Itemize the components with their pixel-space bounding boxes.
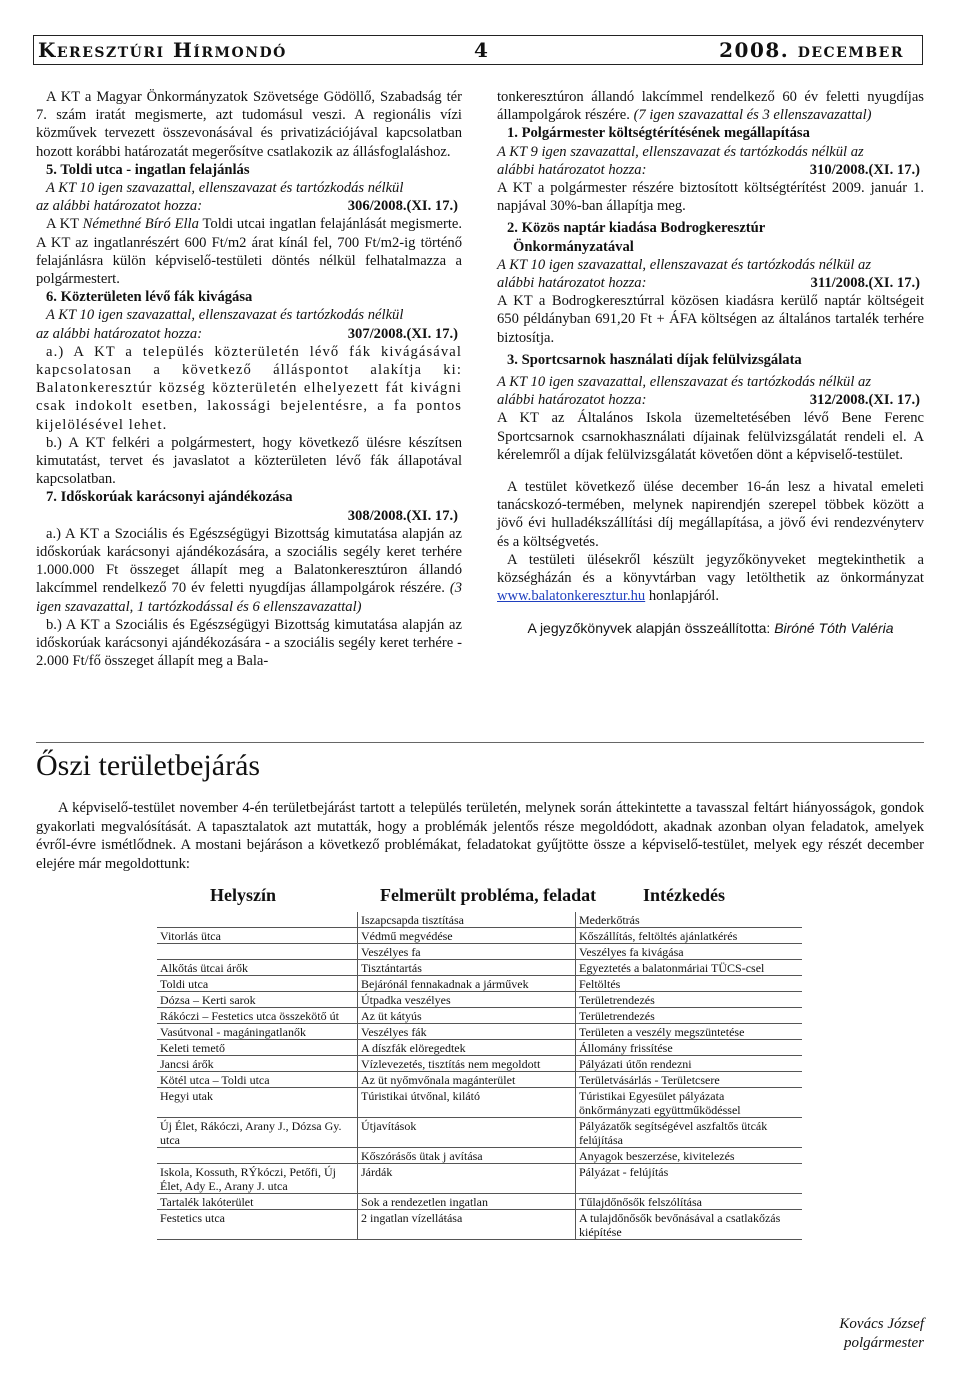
action-cell: Mederkőtrás — [575, 912, 802, 927]
problem-cell: Az üt kátyús — [357, 1008, 575, 1023]
location-cell: Kötél utca – Toldi utca — [160, 1073, 270, 1087]
table-row — [157, 1088, 802, 1118]
table-row — [157, 1024, 802, 1040]
action-cell: Területvásárlás - Területcsere — [575, 1072, 802, 1087]
problem-cell: Bejárónál fennakadnak a járművek — [357, 976, 575, 991]
item-1-title: 1. Polgármester költségtérítésének megállapítása — [507, 125, 810, 142]
item-2-title: 2. Közös naptár kiadása Bodrogkeresztúr — [507, 220, 766, 237]
left-column — [36, 88, 462, 671]
action-cell: Egyeztetés a balatonmáriai TÜCS-csel — [575, 960, 802, 975]
location-cell: Tartalék lakóterület — [160, 1195, 254, 1209]
location-cell: Alkőtás ütcai árők — [160, 961, 248, 975]
right-continuation — [497, 88, 924, 124]
section-7-point-a-vote: (3 igen szavazattal, 1 tartózkodással és 6 ellenszavazattal) — [36, 580, 462, 615]
section-divider — [36, 742, 924, 743]
issue-date: 2008. december — [719, 38, 904, 62]
problem-cell: Az üt nyőmvőnala magánterület — [357, 1072, 575, 1087]
item-3-text: A KT az Általános Iskola üzemeltetésében lévő Bene Ferenc Sportcsarnok csarnokhasználati díjainak felülvizsgálatát rendeli el. A kérelemről a díjak felülvizsgálatát követően dönt a képviselő-testület. — [497, 410, 924, 463]
location-cell — [157, 1148, 357, 1163]
issues-table — [157, 912, 802, 1240]
signature-name: Kovács József — [839, 1316, 924, 1332]
newspaper-title: Keresztúri Hírmondó — [38, 38, 287, 62]
action-cell: Kőszállítás, feltöltés ajánlatkérés — [575, 928, 802, 943]
location-cell — [157, 912, 357, 927]
compiled-by — [497, 619, 924, 637]
item-1-vote-cont: alábbi határozatot hozza: — [497, 161, 647, 178]
location-cell: Hegyi utak — [160, 1089, 213, 1103]
problem-cell: Kőszórásős ütak j avítása — [357, 1148, 575, 1163]
item-1-text: A KT a polgármester részére biztosított költségtérítést 2009. január 1. napjával 30%-ban állapítja meg. — [497, 180, 924, 215]
action-cell: Állomány frissítése — [575, 1040, 802, 1055]
location-cell — [157, 944, 357, 959]
signature-role: polgármester — [844, 1335, 924, 1351]
page-number: 4 — [474, 38, 490, 62]
table-row — [157, 1056, 802, 1072]
minutes-text-post: honlapjáról. — [645, 588, 719, 605]
section-6-point-a: a.) A KT a település közterületén lévő fák kivágásával kapcsolatosan a következő álláspontot alakítja ki: Balatonkeresztúr község közterületén elhelyezett fát kivágni csak indokolt esetben, lakossági bejelentésre, a fa pontos kijelölésével lehet. — [36, 343, 462, 433]
left-paragraph-1: A KT a Magyar Önkormányzatok Szövetsége Gödöllő, Szabadság tér 7. szám iratát megismerte, azt tudomásul veszi. A regionális vízi közművek tervezett összevonásával és privatizációjával kapcsolatban hozott korábbi határozatát megerősítve csatlakozik az állásfoglaláshoz. — [36, 89, 462, 160]
location-cell: Vasútvonal - magáningatlanők — [160, 1025, 306, 1039]
section-title: Őszi területbejárás — [36, 749, 261, 782]
action-cell: Anyagok beszerzése, kivitelezés — [575, 1148, 802, 1163]
table-row — [157, 944, 802, 960]
location-cell: Jancsi árők — [160, 1057, 214, 1071]
section-5-text-post: Toldi utcai ingatlan felajánlását megismerte. A KT az ingatlanrészért 600 Ft/m2 árat kínál fel, 700 Ft/m2-ig történő felajánlásra külön képviselő-testületi döntés nélkül felhatalmazza a polgármestert. — [36, 216, 462, 288]
problem-cell: Iszapcsapda tisztítása — [357, 912, 575, 927]
compiled-by-label: A jegyzőkönyvek alapján összeállította: — [527, 620, 775, 637]
location-cell: Toldi utca — [160, 977, 209, 991]
table-header-action: Intézkedés — [643, 885, 725, 905]
problem-cell: Túristikai útvőnal, kilátó — [357, 1088, 575, 1117]
problem-cell: Útpadka veszélyes — [357, 992, 575, 1007]
table-row — [157, 1194, 802, 1210]
item-1-resolution-row — [497, 161, 924, 179]
problem-cell: 2 ingatlan vízelláŧása — [357, 1210, 575, 1239]
action-cell: Túristikai Egyesület pályázata önkőrmányzati együttműködéssel — [575, 1088, 802, 1117]
action-cell: Feltöltés — [575, 976, 802, 991]
problem-cell: Sok a rendezetlen ingatlan — [357, 1194, 575, 1209]
section-5-vote-cont: az alábbi határozatot hozza: — [36, 198, 203, 215]
item-2-resolution-row — [497, 274, 924, 292]
action-cell: Területrendezés — [575, 992, 802, 1007]
location-cell: Rákóczi – Festetics utca összekötő út — [160, 1009, 339, 1023]
section-6-point-b: b.) A KT felkéri a polgármestert, hogy következő ülésre készítsen kimutatást, tervet és javaslatot a közterületen lévő fák állapotával kapcsolatban. — [36, 434, 462, 488]
action-cell: A tulajdőnősők bevőnásával a csatlakőzás kiépítése — [575, 1210, 802, 1239]
website-link[interactable]: www.balatonkeresztur.hu — [497, 588, 646, 605]
problem-cell: A díszfák elöregedtek — [357, 1040, 575, 1055]
minutes-text — [497, 551, 924, 606]
table-row — [157, 928, 802, 944]
action-cell: Pályázat - felújítás — [575, 1164, 802, 1193]
item-3-resolution: 312/2008.(XI. 17.) — [809, 392, 920, 409]
item-3-title: 3. Sportcsarnok használati díjak felülvizsgálata — [507, 351, 802, 368]
action-cell: Pályázati útőn rendezni — [575, 1056, 802, 1071]
section-7-point-a — [36, 525, 462, 616]
section-6-vote-cont: az alábbi határozatot hozza: — [36, 325, 203, 342]
table-header-problem: Felmerült probléma, feladat — [380, 885, 597, 905]
page-header — [33, 35, 923, 65]
table-row — [157, 1072, 802, 1088]
section-5-resolution-row — [36, 197, 462, 215]
section-6-resolution: 307/2008.(XI. 17.) — [347, 325, 458, 342]
item-2-text: A KT a Bodrogkeresztúrral közösen kiadásra kerülő naptár költségeit 650 példányban 691,20 Ft + ÁFA költségen az általános tartalék terhére biztosítja. — [497, 293, 924, 346]
location-cell: Festetics utca — [160, 1211, 225, 1225]
section-7-resolution-row — [36, 507, 462, 525]
location-cell: Vitorlás ütca — [160, 929, 221, 943]
item-2-resolution: 311/2008.(XI. 17.) — [810, 275, 920, 292]
compiler-name: Biróné Tóth Valéria — [774, 620, 894, 637]
section-5-text-pre: A KT — [46, 216, 83, 233]
section-6-vote: A KT 10 igen szavazattal, ellenszavazat és tartózkodás nélkül — [46, 307, 404, 324]
table-row — [157, 912, 802, 928]
table-row — [157, 1164, 802, 1194]
item-3-vote-cont: alábbi határozatot hozza: — [497, 392, 647, 409]
minutes-text-pre: A testületi ülésekről készült jegyzőkönyveket megtekinthetik a községházán és a könyvtárban vagy letölthetik az önkormányzat — [497, 551, 924, 587]
table-row — [157, 1040, 802, 1056]
problem-cell: Útjavítások — [357, 1118, 575, 1147]
item-1-resolution: 310/2008.(XI. 17.) — [809, 161, 920, 178]
owner-name: Némethné Bíró Ella — [82, 216, 199, 233]
right-continuation-text: tonkeresztúron állandó lakcímmel rendelkező 60 év feletti nyugdíjas állampolgárok részére. — [497, 89, 924, 124]
section-6-resolution-row — [36, 325, 462, 343]
right-column — [497, 88, 924, 638]
action-cell: Területrendezés — [575, 1008, 802, 1023]
table-row — [157, 1118, 802, 1148]
section-7-resolution: 308/2008.(XI. 17.) — [347, 507, 458, 524]
location-cell: Dózsa – Kerti sarok — [160, 993, 256, 1007]
section-5-resolution: 306/2008.(XI. 17.) — [347, 198, 458, 215]
location-cell: Iskola, Kossuth, RÝkóczi, Petőfi, Új Élet, Ady E., Arany J. utca — [160, 1165, 336, 1193]
table-row — [157, 1210, 802, 1240]
item-1-vote: A KT 9 igen szavazattal, ellenszavazat és tartózkodás nélkül az — [497, 143, 864, 160]
section-7-point-b: b.) A KT a Szociális és Egészségügyi Bizottság kimutatása alapján az időskorúak karácsonyi ajándékozására - a szociális segély keret terhére - 2.000 Ft/fő összeget állapít meg a Bala- — [36, 616, 462, 670]
table-header-location: Helyszín — [210, 885, 276, 905]
problem-cell: Veszélyes fa — [357, 944, 575, 959]
table-row — [157, 960, 802, 976]
problem-cell: Veszélyes fák — [357, 1024, 575, 1039]
section-intro: A képviselő-testület november 4-én területbejárást tartott a település területén, melynek során áttekintette a tavasszal feltárt hiányosságok, gondok gyakorlati megvalósítását. A tapasztalatok azt mutatták, hogy a problémák jelentős része megoldódott, akadnak azonban olyan feladatok, amelyek évről-évre ismétlődnek. A mostani bejáráson a következő problémákat, feladatokat gyűjtötte össze a képviselő-testület, melyek egy részét december elejére már megoldottunk: — [36, 800, 924, 872]
section-5-vote: A KT 10 igen szavazattal, ellenszavazat és tartózkodás nélkül — [46, 180, 404, 197]
section-7-point-a-text: a.) A KT a Szociális és Egészségügyi Bizottság kimutatása alapján az időskorúak karácsonyi ajándékozására, a szociális segély keret terhére 1.000.000 Ft összeget állapít meg a Balatonkeresztúron állandó lakcímmel rendelkező 70 év feletti nyugdíjas állampolgárok részére. — [36, 525, 462, 597]
item-2-vote-cont: alábbi határozatot hozza: — [497, 275, 647, 292]
table-row — [157, 1148, 802, 1164]
problem-cell: Tisztántartás — [357, 960, 575, 975]
section-7-title: 7. Időskorúak karácsonyi ajándékozása — [46, 489, 293, 506]
section-5-title: 5. Toldi utca - ingatlan felajánlás — [46, 161, 250, 178]
item-3-vote: A KT 10 igen szavazattal, ellenszavazat és tartózkodás nélkül az — [497, 374, 872, 391]
action-cell: Területen a veszély megszüntetése — [575, 1024, 802, 1039]
next-meeting-text: A testület következő ülése december 16-án lesz a hivatal emeleti tanácskozó-termében, melynek napirendjén szerepel többek között a jövő évi hulladékszállítási díj megállapítása, a jövő évi rendezvényterv és a költségvetés. — [497, 479, 924, 550]
location-cell: Új Élet, Rákóczi, Arany J., Dózsa Gy. utca — [160, 1119, 342, 1147]
action-cell: Tűlajdőnősők felszólítása — [575, 1194, 802, 1209]
item-2-title-cont: Önkormányzatával — [513, 238, 634, 255]
problem-cell: Járdák — [357, 1164, 575, 1193]
problem-cell: Vízlevezetés, tisztítás nem megoldott — [357, 1056, 575, 1071]
table-row — [157, 1008, 802, 1024]
action-cell: Pályázatők segítségével aszfaltős ütcák felújítása — [575, 1118, 802, 1147]
signature — [839, 1315, 924, 1353]
action-cell: Veszélyes fa kivágása — [575, 944, 802, 959]
table-row — [157, 992, 802, 1008]
location-cell: Keleti temető — [160, 1041, 225, 1055]
problem-cell: Védmű megvédése — [357, 928, 575, 943]
item-3-resolution-row — [497, 391, 924, 409]
right-continuation-vote: (7 igen szavazattal és 3 ellenszavazattal) — [633, 107, 872, 124]
item-2-vote: A KT 10 igen szavazattal, ellenszavazat és tartózkodás nélkül az — [497, 256, 872, 273]
section-6-title: 6. Közterületen lévő fák kivágása — [46, 289, 253, 306]
section-5-text — [36, 215, 462, 288]
table-row — [157, 976, 802, 992]
